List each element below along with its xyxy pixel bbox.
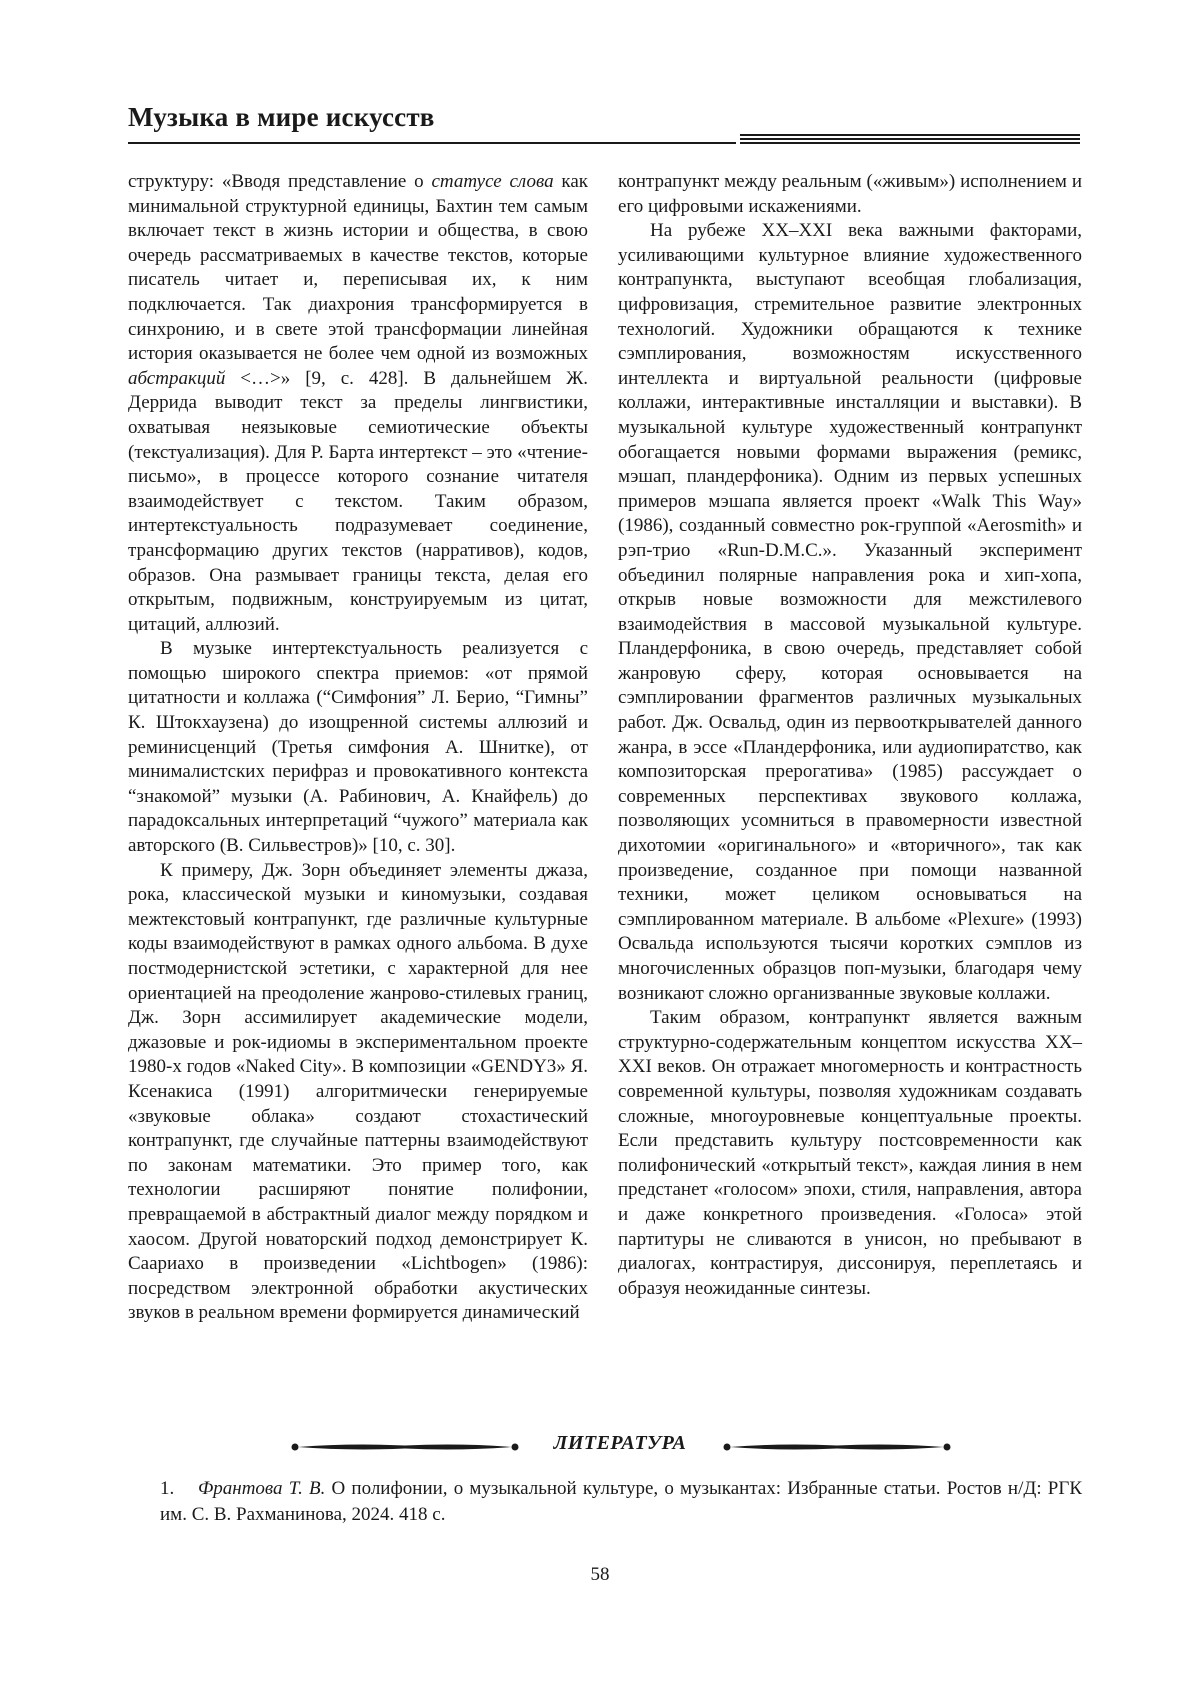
literature-heading <box>290 1432 930 1462</box>
ornament-left-icon <box>290 1442 520 1452</box>
header-bar <box>740 134 1080 136</box>
italic-term: абстракций <box>128 367 226 389</box>
running-header-title: Музыка в мире искусств <box>128 102 435 132</box>
paragraph: Таким образом, контрапункт является важным структурно-содержательным концептом искусства XX–XXI веков. Он отражает многомерность и контрастность современной культуры, позволяя художникам создавать сложные, многоуровневые концептуальные проекты. Если представить культуру постсовременности как полифонический «открытый текст», каждая линия в нем предстанет «голосом» эпохи, стиля, направления, автора и даже конкретного произведения. «Голоса» этой партитуры не сливаются в унисон, но пребывают в диалогах, контрастируя, диссонируя, переплетаясь и образуя неожиданные синтезы. <box>618 1007 1082 1299</box>
right-column <box>618 170 1082 1301</box>
paragraph <box>128 170 588 637</box>
literature-heading-label: ЛИТЕРАТУРА <box>553 1432 687 1454</box>
reference-item <box>160 1476 1082 1528</box>
paragraph: К примеру, Дж. Зорн объединяет элементы джаза, рока, классической музыки и киномузыки, создавая межтекстовый контрапункт, где различные культурные коды взаимодействуют в рамках одного альбома. В духе постмодернистской эстетики, с характерной для нее ориентацией на преодоление жанрово-стилевых границ, Дж. Зорн ассимилирует академические модели, джазовые и рок-идиомы в экспериментальном проекте 1980-х годов «Naked City». В композиции «GENDY3» Я. Ксенакиса (1991) алгоритмически генерируемые «звуковые облака» создают стохастический контрапункт, где случайные паттерны взаимодействуют по законам математики. Это пример того, как технологии расширяют понятие полифонии, превращаемой в абстрактный диалог между порядком и хаосом. Другой новаторский подход демонстрирует К. Саариахо в произведении «Lichtbogen» (1986): посредством электронной обработки акустических звуков в реальном времени формируется динамический <box>128 859 588 1324</box>
page-number: 58 <box>590 1564 610 1585</box>
text-run: <…>» [9, с. 428]. В дальнейшем Ж. Деррида выводит текст за пределы лингвистики, охватывая неязыковые семиотические объекты (текстуализация). Для Р. Барта интертекст – это «чтение-письмо», в процессе которого сознание читателя взаимодействует с текстом. Таким образом, интертекстуальность подразумевает соединение, трансформацию других текстов (нарративов), кодов, образов. Она размывает границы текста, делая его открытым, подвижным, конструируемым из цитат, цитаций, аллюзий. <box>128 367 588 635</box>
italic-term: статусе слова <box>431 171 554 192</box>
ornament-right-icon <box>722 1442 952 1452</box>
paragraph: контрапункт между реальным («живым») исполнением и его цифровыми искажениями. <box>618 171 1082 217</box>
text-run: структуру: «Вводя представление о <box>128 171 432 192</box>
header-rule <box>128 142 736 144</box>
paragraph: На рубеже XX–XXI века важными факторами, усиливающими культурное влияние художественного контрапункта, выступают всеобщая глобализация, цифровизация, стремительное развитие электронных технологий. Художники обращаются к технике сэмплирования, возможностям искусственного интеллекта и виртуальной реальности (цифровые коллажи, интерактивные инсталляции и выставки). В музыкальной культуре художественный контрапункт обогащается новыми формами выражения (ремикс, мэшап, плaндерфоника). Одним из первых успешных примеров мэшапа является проект «Walk This Way» (1986), созданный совместно рок-группой «Aerosmith» и рэп-трио «Run-D.M.C.». Указанный эксперимент объединил полярные направления рока и хип-хопа, открыв новые возможности для межстилевого взаимодействия в массовой музыкальной культуре. Плaндерфоника, в свою очередь, представляет собой жанровую сферу, которая основывается на сэмплировании фрагментов различных музыкальных работ. Дж. Освальд, один из первооткрывателей данного жанра, в эссе «Плaндерфоника, или аудиопиратство, как композиторская прерогатива» (1985) рассуждает о современных перспективах звукового коллажа, позволяющих усомниться в правомерности известной дихотомии «оригинального» и «вторичного», так как произведение, созданное при помощи названной техники, может целиком основываться на сэмплированном материале. В альбоме «Plexure» (1993) Освальда используются тысячи коротких сэмплов из многочисленных образцов поп-музыки, благодаря чему возникают сложно организванные звуковые коллажи. <box>618 220 1082 1004</box>
text-run: как минимальной структурной единицы, Бахтин тем самым включает текст в жизнь истории и общества, в свою очередь рассматриваемых в качестве текстов, которые писатель читает и, переписывая их, к ним подключается. Так диахрония трансформируется в синхронию, и в свете этой трансформации линейная история оказывается не более чем одной из возможных <box>128 171 589 365</box>
header-bar <box>740 138 1080 140</box>
reference-author: Франтова Т. В. <box>198 1478 326 1499</box>
header-triple-rule <box>740 134 1080 146</box>
reference-number: 1. <box>160 1478 175 1499</box>
paragraph: В музыке интертекстуальность реализуется с помощью широкого спектра приемов: «от прямой цитатности и коллажа (“Симфония” Л. Берио, “Гимны” К. Штокхаузена) до изощренной системы аллюзий и реминисценций (Третья симфония А. Шнитке), от минималистских перифраз и провокативного контекста “знакомой” музыки (А. Рабинович, А. Кнайфель) до парадоксальных интерпретаций “чужого” материала как авторского (В. Сильвестров)» [10, с. 30]. <box>128 638 588 857</box>
header-bar <box>740 142 1080 144</box>
reference-text: О полифонии, о музыкальной культуре, о музыкантах: Избранные статьи. Ростов н/Д: РГК им. С. В. Рахманинова, 2024. 418 с. <box>160 1478 1082 1525</box>
left-column <box>128 170 588 1326</box>
